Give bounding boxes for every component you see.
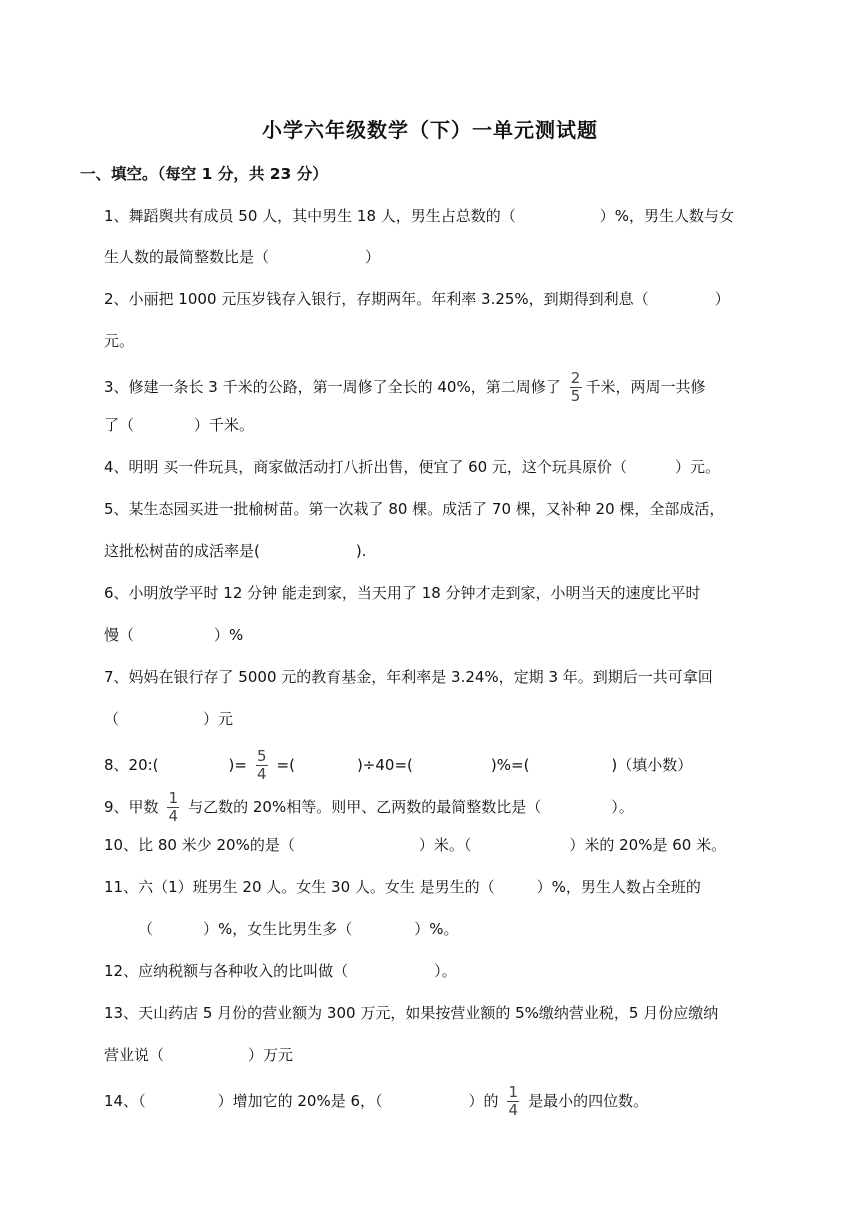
question-6-line-1: 6、小明放学平时 12 分钟 能走到家，当天用了 18 分钟才走到家，小明当天的速度比平时 <box>104 584 701 602</box>
fraction-one-fourth-2: $\frac{1}{4}$ <box>508 1083 519 1119</box>
question-7-line-1: 7、妈妈在银行存了 5000 元的教育基金，年利率是 3.24%，定期 3 年。到期后一共可拿回 <box>104 668 713 686</box>
question-11-line-1: 11、六（1）班男生 20 人。女生 30 人。女生 是男生的（ ）%，男生人数占全班的 <box>104 878 701 896</box>
question-10-line-1: 10、比 80 米少 20%的是（ ）米。（ ）米的 20%是 60 米。 <box>104 836 727 854</box>
question-13-line-2: 营业说（ ）万元 <box>104 1046 294 1064</box>
question-13-line-1: 13、天山药店 5 月份的营业额为 300 万元，如果按营业额的 5%缴纳营业税，5 月份应缴纳 <box>104 1004 719 1022</box>
fraction-one-fourth: $\frac{1}{4}$ <box>168 789 179 825</box>
question-11-line-2: （ ）%，女生比男生多（ ）%。 <box>138 920 459 938</box>
question-2-line-2: 元。 <box>104 332 135 350</box>
question-8-line-1: 8、20:( )= $\frac{5}{4}$ =( )÷40=( )%=( )（填小数） <box>104 747 693 783</box>
question-5-line-1: 5、某生态园买进一批榆树苗。第一次栽了 80 棵。成活了 70 棵，又补种 20 棵，全部成活， <box>104 500 725 518</box>
question-3-line-1: 3、修建一条长 3 千米的公路，第一周修了全长的 40%，第二周修了 $\frac{2}{5}$ 千米，两周一共修 <box>104 369 706 405</box>
question-6-line-2: 慢（ ）% <box>104 626 244 644</box>
section-heading: 一、填空。（每空 1 分，共 23 分） <box>80 165 328 183</box>
question-7-line-2: （ ）元 <box>104 710 234 728</box>
question-2-line-1: 2、小丽把 1000 元压岁钱存入银行，存期两年。年利率 3.25%，到期得到利息（ ） <box>104 290 730 308</box>
page-title: 小学六年级数学（下）一单元测试题 <box>262 118 598 142</box>
question-5-line-2: 这批松树苗的成活率是( ). <box>104 542 367 560</box>
question-3-line-2: 了（ ）千米。 <box>104 416 255 434</box>
question-14-line-1: 14、（ ）增加它的 20%是 6，（ ）的 $\frac{1}{4}$ 是最小的四位数。 <box>104 1083 649 1119</box>
question-9-line-1: 9、甲数 $\frac{1}{4}$ 与乙数的 20%相等。则甲、乙两数的最简整数比是（ ）。 <box>104 789 634 825</box>
fraction-five-fourths: $\frac{5}{4}$ <box>256 747 267 783</box>
question-4-line-1: 4、明明 买一件玩具，商家做活动打八折出售，便宜了 60 元，这个玩具原价（ ）元。 <box>104 458 720 476</box>
question-12-line-1: 12、应纳税额与各种收入的比叫做（ ）。 <box>104 962 457 980</box>
fraction-two-fifths: $\frac{2}{5}$ <box>570 369 581 405</box>
question-1-line-2: 生人数的最简整数比是（ ） <box>104 248 381 266</box>
question-1-line-1: 1、舞蹈舆共有成员 50 人，其中男生 18 人，男生占总数的（ ）%，男生人数与女 <box>104 207 735 225</box>
